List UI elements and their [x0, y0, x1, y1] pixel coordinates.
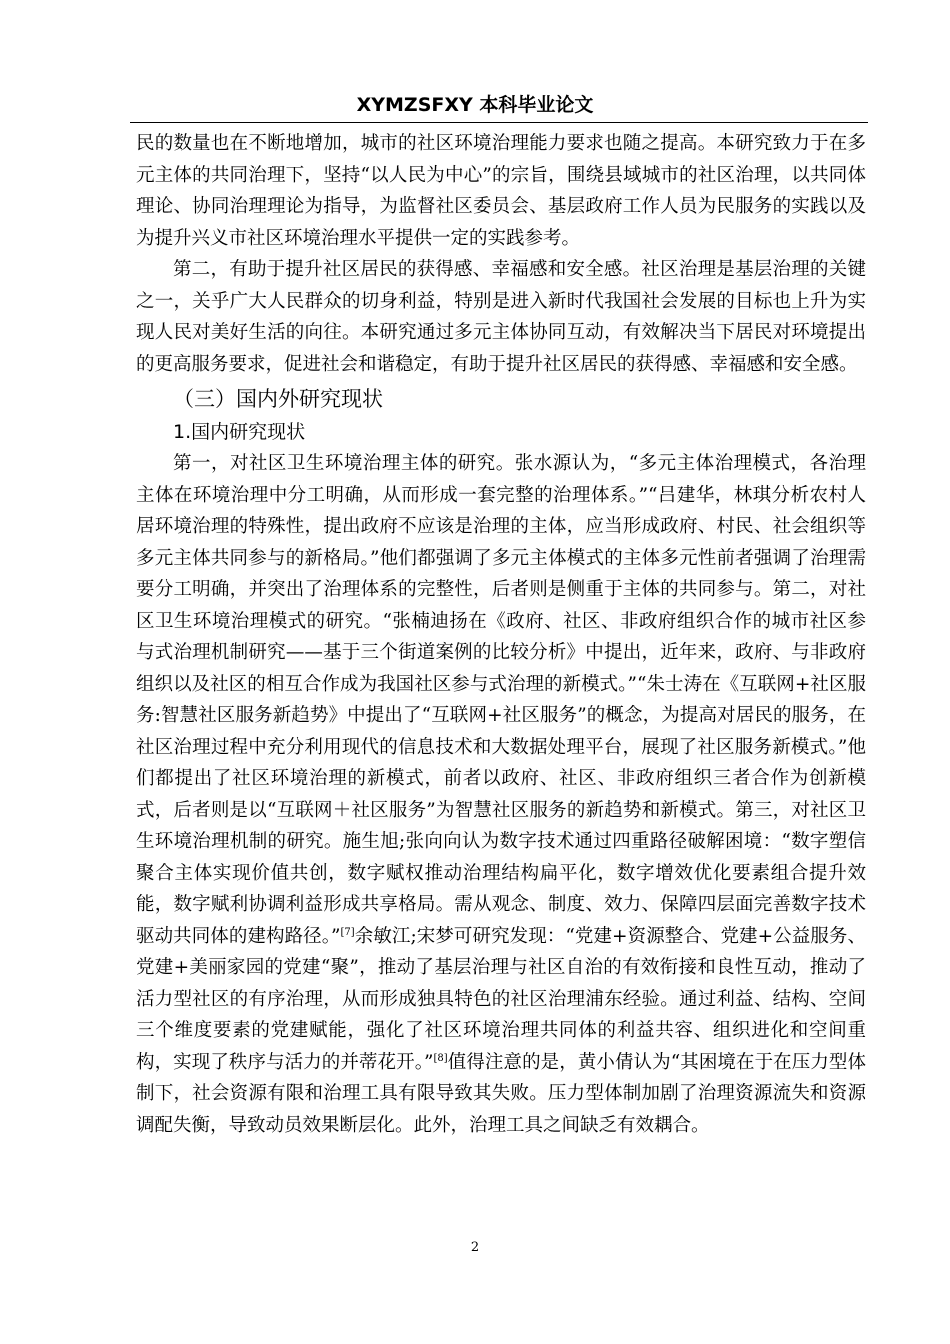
- page-number: 2: [470, 1240, 480, 1255]
- paragraph-continuation: 民的数量也在不断地增加，城市的社区环境治理能力要求也随之提高。本研究致力于在多元主体的共同治理下，坚持“以人民为中心”的宗旨，围绕县域城市的社区治理，以共同体理论、协同治理理论为指导，为监督社区委员会、基层政府工作人员为民服务的实践以及为提升兴义市社区环境治理水平提供一定的实践参考。: [136, 133, 866, 249]
- header-divider: [130, 122, 868, 123]
- paragraph-text-part3: 值得注意的是，黄小倩认为“其困境在于在压力型体制下，社会资源有限和治理工具有限导致其失败。压力型体制加剧了治理资源流失和资源调配失衡，导致动员效果断层化。此外，治理工具之间缺乏有效耦合。: [136, 1051, 866, 1136]
- paragraph-text-part2: 余敏江;宋梦可研究发现：“党建+资源整合、党建+公益服务、党建+美丽家园的党建“聚”，推动了基层治理与社区自治的有效衔接和良性互动，推动了活力型社区的有序治理，从而形成独具特色的社区治理浦东经验。通过利益、结构、空间三个维度要素的党建赋能，强化了社区环境治理共同体的利益共容、组织进化和空间重构，实现了秩序与活力的并蒂花开。”: [136, 925, 866, 1073]
- citation-8: [8]: [433, 1052, 448, 1064]
- paragraph-second-point: 第二，有助于提升社区居民的获得感、幸福感和安全感。社区治理是基层治理的关键之一，关乎广大人民群众的切身利益，特别是进入新时代我国社会发展的目标也上升为实现人民对美好生活的向往。本研究通过多元主体协同互动，有效解决当下居民对环境提出的更高服务要求，促进社会和谐稳定，有助于提升社区居民的获得感、幸福感和安全感。: [136, 259, 866, 375]
- subsection-heading: 1.国内研究现状: [173, 421, 306, 443]
- citation-7: [7]: [340, 926, 355, 938]
- page-header-title: XYMZSFXY 本科毕业论文: [356, 94, 594, 116]
- section-heading: （三）国内外研究现状: [173, 387, 383, 411]
- body-text: [136, 128, 866, 1141]
- paragraph-text-part1: 第一，对社区卫生环境治理主体的研究。张水源认为，“多元主体治理模式，各治理主体在环境治理中分工明确，从而形成一套完整的治理体系。”“吕建华，林琪分析农村人居环境治理的特殊性，提出政府不应该是治理的主体，应当形成政府、村民、社会组织等多元主体共同参与的新格局。”他们都强调了多元主体模式的主体多元性前者强调了治理需要分工明确，并突出了治理体系的完整性，后者则是侧重于主体的共同参与。第二，对社区卫生环境治理模式的研究。“张楠迪扬在《政府、社区、非政府组织合作的城市社区参与式治理机制研究——基于三个街道案例的比较分析》中提出，近年来，政府、与非政府组织以及社区的相互合作成为我国社区参与式治理的新模式。”“朱士涛在《互联网+社区服务:智慧社区服务新趋势》中提出了“互联网+社区服务”的概念，为提高对居民的服务，在社区治理过程中充分利用现代的信息技术和大数据处理平台，展现了社区服务新模式。”他们都提出了社区环境治理的新模式，前者以政府、社区、非政府组织三者合作为创新模式，后者则是以“互联网＋社区服务”为智慧社区服务的新趋势和新模式。第三，对社区卫生环境治理机制的研究。施生旭;张向向认为数字技术通过四重路径破解困境：“数字塑信聚合主体实现价值共创，数字赋权推动治理结构扁平化，数字增效优化要素组合提升效能，数字赋利协调利益形成共享格局。需从观念、制度、效力、保障四层面完善数字技术驱动共同体的建构路径。”: [136, 453, 866, 947]
- paragraph-domestic-research: [136, 448, 866, 1141]
